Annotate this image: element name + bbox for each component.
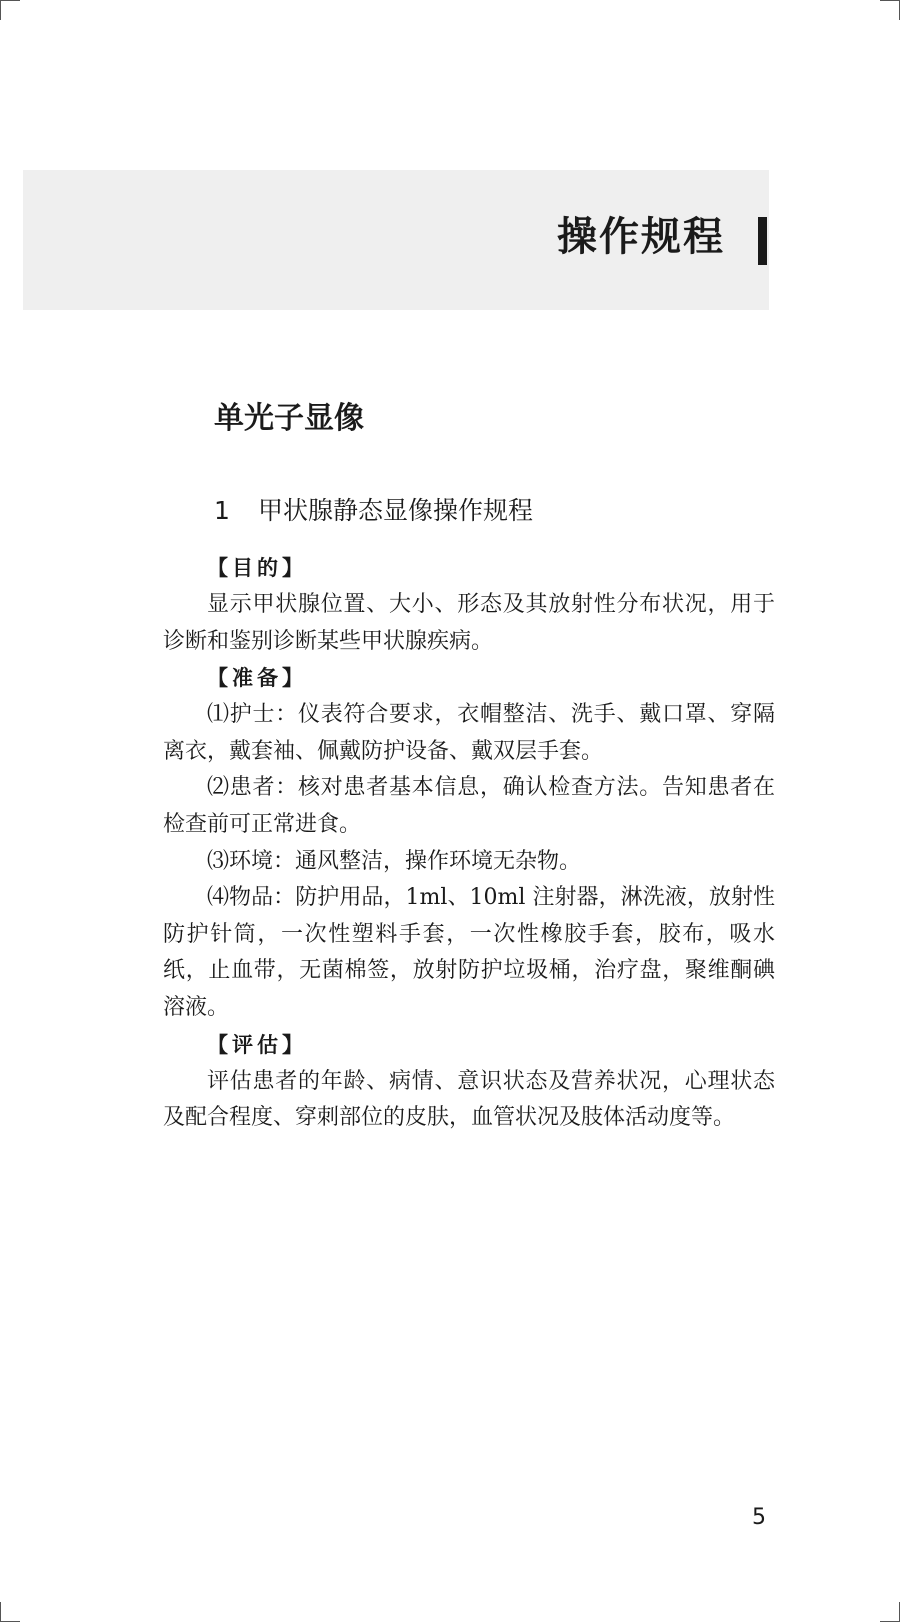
purpose-heading: 【目的】 (207, 556, 307, 580)
subsection-title-text: 甲状腺静态显像操作规程 (258, 496, 534, 525)
page-content (163, 550, 775, 1137)
assessment-paragraph: 评估患者的年龄、病情、意识状态及营养状况，心理状态及配合程度、穿刺部位的皮肤，血管状况及肢体活动度等。 (163, 1068, 775, 1131)
page-number: 5 (752, 1505, 766, 1530)
preparation-supplies-paragraph: ⑷物品：防护用品，1ml、10ml 注射器，淋洗液，放射性防护针筒，一次性塑料手套，一次性橡胶手套，胶布，吸水纸，止血带，无菌棉签，放射防护垃圾桶，治疗盘，聚维酮碘溶液。 (163, 885, 775, 1020)
section-title: 单光子显像 (214, 401, 364, 436)
chapter-title: 操作规程 (557, 214, 725, 260)
preparation-patient-paragraph: ⑵患者：核对患者基本信息，确认检查方法。告知患者在检查前可正常进食。 (163, 775, 775, 837)
preparation-nurse-paragraph: ⑴护士：仪表符合要求，衣帽整洁、洗手、戴口罩、穿隔离衣，戴套袖、佩戴防护设备、戴双层手套。 (163, 702, 775, 764)
crop-mark-bottom-left-v (0, 1602, 1, 1622)
preparation-heading: 【准备】 (207, 666, 307, 691)
crop-mark-top-left-v (0, 0, 1, 20)
crop-mark-top-right-h (880, 0, 900, 1)
preparation-environment-paragraph: ⑶环境：通风整洁，操作环境无杂物。 (207, 848, 582, 874)
crop-mark-top-left-h (0, 0, 20, 1)
subsection-number: 1 (214, 496, 230, 525)
purpose-paragraph: 显示甲状腺位置、大小、形态及其放射性分布状况，用于诊断和鉴别诊断某些甲状腺疾病。 (163, 592, 775, 654)
subsection-title (214, 493, 533, 529)
chapter-title-bar (758, 217, 767, 265)
assessment-heading: 【评估】 (207, 1032, 307, 1057)
